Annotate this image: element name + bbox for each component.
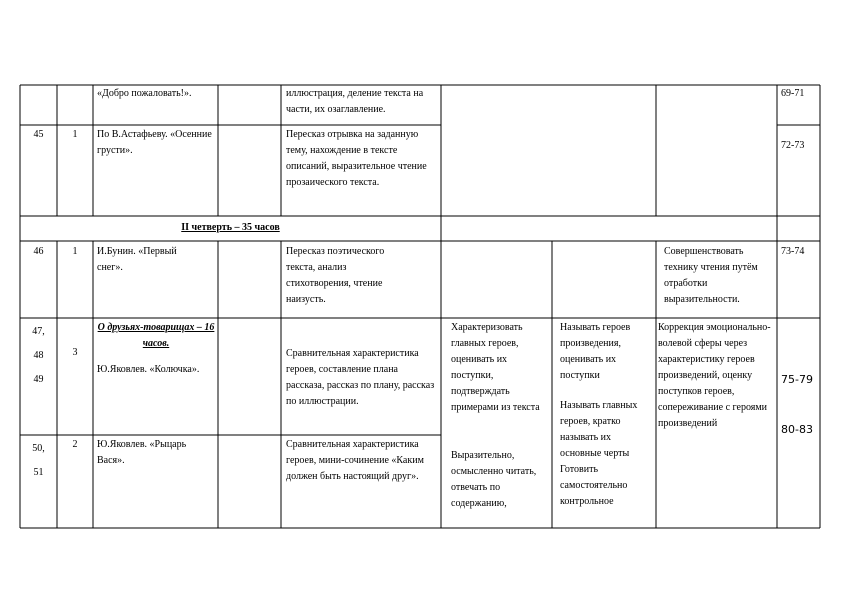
quarter-header: II четверть – 35 часов [181,222,280,233]
lesson-number: 49 [33,374,44,385]
hours-cell: 1 [72,246,78,257]
topic-cell: Ю.Яковлев. «Рыцарь Вася». [97,439,187,466]
topic-cell: «Добро пожаловать!». [97,88,192,99]
lesson-number: 48 [33,350,44,361]
pages-cell: 69-71 [781,88,805,99]
activity-cell: Сравнительная характеристика героев, составление плана рассказа, рассказ по плану, рассказ по иллюстрации. [286,348,435,407]
topic-cell: И.Бунин. «Первый снег». [97,246,177,273]
section-title: О друзьях-товарищах – 16 часов. [97,322,215,349]
activity-cell: Пересказ поэтического текста, анализ стихотворения, чтение наизусть. [286,246,385,305]
lesson-numbers [20,320,57,392]
pages-cell: 80-83 [781,423,813,436]
correction-cell: Коррекция эмоционально-волевой сферы через характеристику героев произведений, оценку поступков героев, сопереживание с героями произведений [658,322,771,429]
hours-cell: 3 [72,347,78,358]
sufficient-level-cell: Характеризовать главных героев, оценивать их поступки, подтверждать примерами из текста [451,322,540,413]
activity-cell: Сравнительная характеристика героев, мини-сочинение «Каким должен быть настоящий друг». [286,439,424,482]
correction-cell: Совершенствовать технику чтения путём отработки выразительности. [664,246,758,305]
topic-cell: По В.Астафьеву. «Осенние грусти». [97,129,212,156]
lesson-number: 50, [32,443,45,454]
lesson-number: 45 [33,129,44,140]
minimal-level-cell-2: Называть главных героев, кратко называть их основные черты Готовить самостоятельно контрольное [560,400,638,507]
pages-cell: 73-74 [781,246,805,257]
lesson-number: 47, [32,326,45,337]
pages-cell: 75-79 [781,373,813,386]
lesson-number: 51 [33,467,44,478]
topic-cell: Ю.Яковлев. «Колючка». [97,364,200,375]
activity-cell: Пересказ отрывка на заданную тему, нахождение в тексте описаний, выразительное чтение прозаического текста. [286,129,427,188]
lesson-numbers [20,437,57,485]
hours-cell: 2 [72,439,78,450]
lesson-number: 46 [33,246,44,257]
pages-cell: 72-73 [781,140,805,151]
sufficient-level-cell-2: Выразительно, осмысленно читать, отвечать по содержанию, [451,450,537,509]
activity-cell: иллюстрация, деление текста на части, их озаглавление. [286,88,424,115]
minimal-level-cell: Называть героев произведения, оценивать их поступки [560,322,631,381]
hours-cell: 1 [72,129,78,140]
